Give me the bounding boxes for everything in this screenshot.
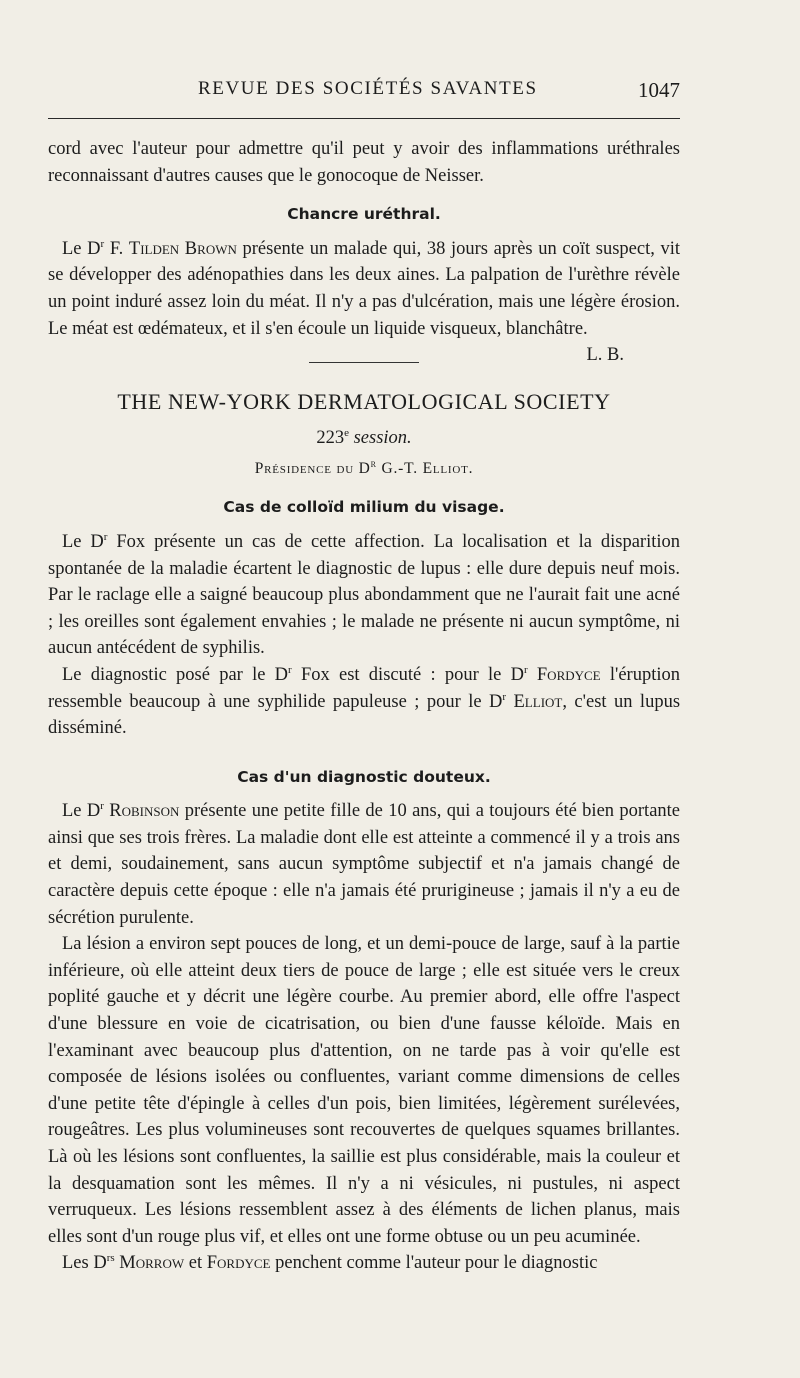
- paragraph-chancre: Le $D^r$ F. Tilden Brown présente un malade qui, 38 jours après un coït suspect, vit se développer des adénopathies dans les deux aines. La palpation de l'urèthre révèle un point induré assez loin du méat. Il n'y a pas d'ulcération, mais une légère érosion. Le méat est œdémateux, et il s'en écoule un liquide visqueux, blanchâtre. L. B.: [48, 236, 680, 342]
- header-rule: [48, 118, 680, 119]
- section-heading-chancre: Chancre uréthral.: [287, 205, 441, 224]
- running-header: [48, 78, 680, 108]
- separator-rule: [309, 362, 419, 363]
- author-name: Tilden Brown: [128, 238, 237, 259]
- paragraph-colloid-1: Le $D^r$ Fox présente un cas de cette affection. La localisation et la disparition spontanée de la maladie écartent le diagnostic de lupus : elle dure depuis neuf mois. Par le raclage elle a saigné beaucoup plus abondamment que ne l'aurait fait une acné ; les oreilles sont également envahies ; le malade ne présente ni aucun symptôme, ni aucun antécédent de syphilis.: [48, 530, 681, 659]
- society-title: THE NEW-YORK DERMATOLOGICAL SOCIETY: [117, 389, 611, 415]
- paragraph-colloid-2: Le diagnostic posé par le $D^r$ Fox est discuté : pour le $D^r$ Fordyce l'éruption ressemble beaucoup à une syphilide papuleuse ; pour le $D^r$ Elliot, c'est un lupus disséminé.: [48, 663, 681, 739]
- presidence-line: Présidence du $D^r$ G.-T. Elliot.: [254, 457, 474, 477]
- signature: L. B.: [586, 345, 624, 366]
- session-line: 223e session.: [316, 427, 412, 449]
- continuation-paragraph: cord avec l'auteur pour admettre qu'il peut y avoir des inflammations uréthrales reconnaissant d'autres causes que le gonocoque de Neisser.: [48, 139, 680, 186]
- paragraph-diagnostic-2: La lésion a environ sept pouces de long, et un demi-pouce de large, sauf à la partie inférieure, où elle atteint deux tiers de pouce de large ; elle est située vers le creux poplité gauche et y décrit une légère courbe. Au premier abord, elle offre l'aspect d'une blessure en voie de cicatrisation, ou bien d'une fausse kéloïde. Mais en l'examinant avec beaucoup plus d'attention, on ne tarde pas à voir qu'elle est composée de lésions isolées ou confluentes, variant comme dimensions de celles d'une petite tête d'épingle à celles d'un pois, bien limitées, légèrement surélevées, rougeâtres. Les plus volumineuses sont recouvertes de quelques squames brillantes. Là où les lésions sont confluentes, la saillie est plus considérable, mais la couleur et la desquamation sont les mêmes. Il n'y a ni vésicules, ni pustules, ni aspect verruqueux. Les lésions ressemblent assez à des éléments de lichen planus, mais elles sont d'un rouge plus vif, et elles ont une forme obtuse ou un peu acuminée.: [48, 934, 680, 1247]
- page-body: [48, 136, 680, 1277]
- paragraph-diagnostic-1: Le $D^r$ Robinson présente une petite fille de 10 ans, qui a toujours été bien portante ainsi que ses trois frères. La maladie dont elle est atteinte a commencé il y a trois ans et demi, soudainement, sans aucun symptôme subjectif et n'a jamais changé de caractère depuis cette époque : elle n'a jamais été prurigineuse ; jamais il n'y a eu de sécrétion purulente.: [48, 800, 681, 928]
- section-heading-colloid: Cas de colloïd milium du visage.: [223, 498, 505, 517]
- paragraph-diagnostic-3: Les $D^{rs}$ Morrow et Fordyce penchent comme l'auteur pour le diagnostic: [62, 1252, 598, 1274]
- page-number: 1047: [638, 78, 680, 102]
- section-heading-diagnostic: Cas d'un diagnostic douteux.: [237, 767, 491, 786]
- running-title: REVUE DES SOCIÉTÉS SAVANTES: [198, 78, 538, 99]
